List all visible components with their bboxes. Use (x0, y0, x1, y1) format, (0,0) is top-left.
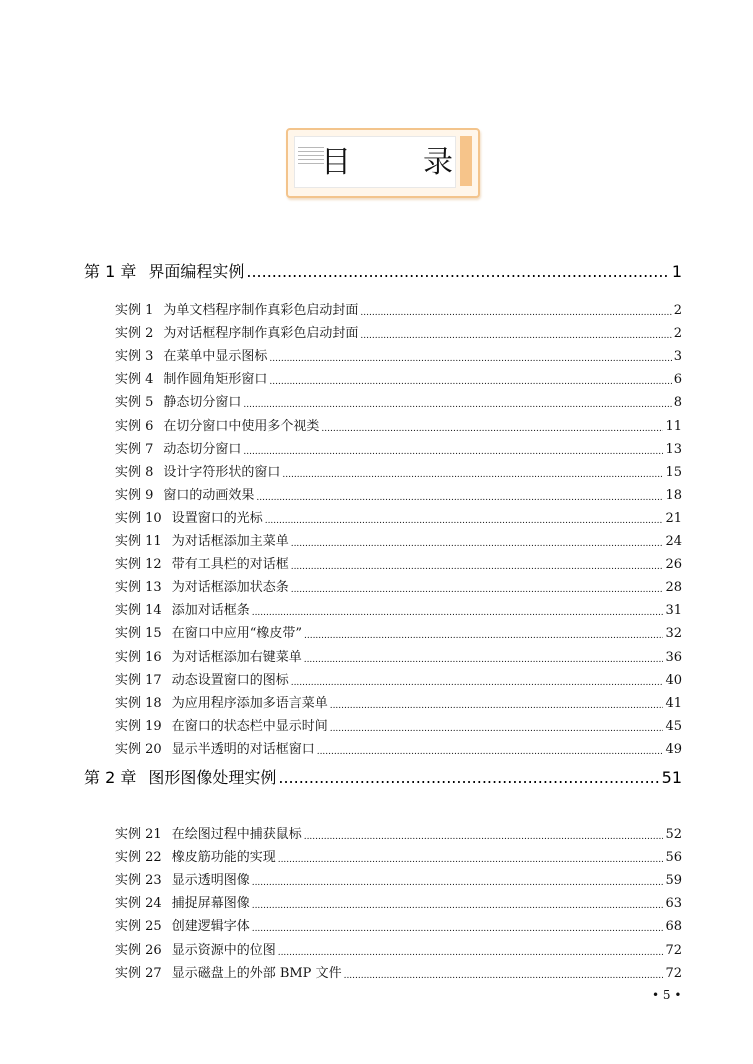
chapter-heading[interactable] (84, 254, 682, 282)
entry-page-number: 2 (673, 303, 682, 318)
dot-leader (330, 722, 664, 736)
chapter-label: 第 2 章 (84, 768, 137, 787)
dot-leader (252, 899, 664, 913)
entry-number: 实例 15 (115, 626, 162, 642)
toc-entry[interactable] (115, 437, 682, 459)
entry-number: 实例 21 (115, 827, 162, 842)
dot-leader (330, 699, 664, 713)
entry-number: 实例 20 (115, 741, 162, 757)
chapter-title: 图形图像处理实例 (148, 768, 277, 787)
entry-number: 实例 11 (115, 534, 162, 549)
entry-page-number: 15 (665, 464, 682, 480)
toc-entry[interactable] (115, 552, 682, 574)
entry-page-number: 32 (665, 626, 682, 642)
entry-number: 实例 5 (115, 395, 154, 411)
entry-title: 制作圆角矩形窗口 (163, 372, 268, 388)
dot-leader (304, 830, 664, 844)
entry-title: 为对话框添加状态条 (171, 580, 289, 596)
entry-number: 实例 13 (115, 580, 162, 596)
dot-leader (282, 468, 663, 482)
toc-entry[interactable] (115, 621, 682, 643)
entry-page-number: 52 (665, 827, 682, 842)
entry-title: 动态设置窗口的图标 (171, 672, 289, 688)
entry-number: 实例 8 (115, 464, 154, 480)
dot-leader (304, 629, 663, 643)
entry-title: 橡皮筋功能的实现 (171, 850, 276, 866)
toc-entry[interactable] (115, 891, 682, 913)
title-badge (286, 128, 480, 198)
entry-title: 动态切分窗口 (163, 441, 242, 457)
entry-title: 捕捉屏幕图像 (171, 896, 250, 912)
entry-page-number: 49 (665, 741, 682, 757)
chapter-page-number: 1 (671, 262, 682, 281)
toc-entry[interactable] (115, 668, 682, 690)
entry-page-number: 2 (673, 326, 682, 342)
entry-title: 为对话框添加主菜单 (171, 534, 289, 549)
dot-leader (252, 922, 664, 936)
toc-entry[interactable] (115, 961, 682, 983)
toc-entry[interactable] (115, 321, 682, 343)
entry-page-number: 8 (673, 395, 682, 411)
dot-leader (278, 946, 664, 960)
entry-page-number: 40 (665, 672, 682, 688)
dot-leader (243, 398, 671, 412)
dot-leader (304, 653, 664, 667)
dot-leader (269, 375, 671, 389)
dot-leader (278, 853, 664, 867)
dot-leader (360, 306, 671, 320)
entry-page-number: 18 (665, 487, 682, 503)
entry-page-number: 6 (673, 372, 682, 388)
page-title-char-2: 录 (423, 145, 453, 180)
dot-leader (317, 745, 664, 759)
entry-title: 为单文档程序制作真彩色启动封面 (163, 303, 359, 318)
entry-number: 实例 23 (115, 873, 162, 889)
entry-number: 实例 24 (115, 896, 162, 912)
entry-page-number: 21 (665, 510, 682, 526)
entry-title: 带有工具栏的对话框 (171, 557, 289, 573)
entry-title: 在菜单中显示图标 (163, 349, 268, 365)
entry-page-number: 45 (665, 718, 682, 734)
entry-title: 添加对话框条 (171, 603, 250, 619)
entry-page-number: 59 (665, 873, 682, 889)
entry-title: 创建逻辑字体 (171, 919, 250, 935)
entry-title: 显示透明图像 (171, 873, 250, 889)
entry-page-number: 26 (665, 557, 682, 573)
dot-leader (252, 606, 664, 620)
entry-page-number: 72 (665, 942, 682, 958)
dot-leader (321, 422, 663, 436)
toc-entry[interactable] (115, 737, 682, 759)
toc-entry[interactable] (115, 298, 682, 320)
entry-number: 实例 9 (115, 487, 154, 503)
entry-title: 显示半透明的对话框窗口 (171, 741, 315, 757)
entry-number: 实例 22 (115, 850, 162, 866)
dot-leader (360, 329, 671, 343)
toc-entry[interactable] (115, 483, 682, 505)
entry-title: 为对话框添加右键菜单 (171, 649, 302, 665)
dot-leader (278, 768, 659, 788)
entry-number: 实例 17 (115, 672, 162, 688)
entry-title: 窗口的动画效果 (163, 487, 255, 503)
toc-entry[interactable] (115, 845, 682, 867)
entry-page-number: 11 (665, 418, 682, 434)
title-badge-inner (294, 136, 456, 188)
toc-entry[interactable] (115, 598, 682, 620)
entry-page-number: 31 (665, 603, 682, 619)
entry-title: 为应用程序添加多语言菜单 (171, 695, 328, 711)
toc-entry[interactable] (115, 575, 682, 597)
page-number: • 5 • (652, 988, 682, 1002)
chapter-heading[interactable] (84, 760, 682, 788)
entry-page-number: 68 (665, 919, 682, 935)
entry-number: 实例 1 (115, 303, 154, 318)
entry-title: 静态切分窗口 (163, 395, 242, 411)
entry-title: 显示资源中的位图 (171, 942, 276, 958)
entry-title: 为对话框程序制作真彩色启动封面 (163, 326, 359, 342)
toc-entry[interactable] (115, 645, 682, 667)
dot-leader (291, 583, 664, 597)
entry-page-number: 41 (665, 695, 682, 711)
entry-page-number: 56 (665, 850, 682, 866)
toc-entry[interactable] (115, 460, 682, 482)
toc-entry[interactable] (115, 868, 682, 890)
entry-number: 实例 14 (115, 603, 162, 619)
dot-leader (252, 876, 664, 890)
entry-page-number: 36 (665, 649, 682, 665)
entry-number: 实例 16 (115, 649, 162, 665)
entry-page-number: 13 (665, 441, 682, 457)
entry-title: 在窗口中应用“橡皮带” (171, 626, 302, 642)
entry-page-number: 24 (665, 534, 682, 549)
toc-entry[interactable] (115, 529, 682, 551)
entry-number: 实例 10 (115, 510, 162, 526)
chapter-page-number: 51 (661, 768, 682, 787)
dot-leader (269, 352, 671, 366)
entry-page-number: 72 (665, 965, 682, 981)
dot-leader (256, 491, 663, 505)
toc-entry[interactable] (115, 938, 682, 960)
entry-number: 实例 25 (115, 919, 162, 935)
entry-title: 显示磁盘上的外部 BMP 文件 (171, 965, 342, 981)
entry-number: 实例 19 (115, 718, 162, 734)
toc-entry[interactable] (115, 390, 682, 412)
entry-page-number: 3 (673, 349, 682, 365)
entry-number: 实例 2 (115, 326, 154, 342)
entry-number: 实例 27 (115, 965, 162, 981)
chapter-label: 第 1 章 (84, 262, 137, 281)
chapter-title: 界面编程实例 (148, 262, 245, 281)
entry-number: 实例 18 (115, 695, 162, 711)
page-title-char-1: 目 (321, 145, 351, 180)
entry-number: 实例 3 (115, 349, 154, 365)
dot-leader (291, 537, 664, 551)
entry-title: 设置窗口的光标 (171, 510, 263, 526)
dot-leader (291, 676, 664, 690)
toc-entry[interactable] (115, 506, 682, 528)
dot-leader (246, 262, 669, 282)
dot-leader (265, 514, 664, 528)
entry-page-number: 28 (665, 580, 682, 596)
entry-number: 实例 26 (115, 942, 162, 958)
dot-leader (243, 445, 663, 459)
toc-entry[interactable] (115, 914, 682, 936)
toc-entry[interactable] (115, 367, 682, 389)
toc-entry[interactable] (115, 414, 682, 436)
entry-title: 在窗口的状态栏中显示时间 (171, 718, 328, 734)
title-accent-bar (460, 136, 472, 186)
entry-number: 实例 6 (115, 418, 154, 434)
entry-page-number: 63 (665, 896, 682, 912)
dot-leader (344, 969, 664, 983)
toc-entry[interactable] (115, 714, 682, 736)
toc-entry[interactable] (115, 344, 682, 366)
toc-entry[interactable] (115, 822, 682, 844)
entry-title: 在绘图过程中捕获鼠标 (171, 827, 302, 842)
entry-title: 设计字符形状的窗口 (163, 464, 281, 480)
entry-number: 实例 4 (115, 372, 154, 388)
entry-number: 实例 7 (115, 441, 154, 457)
toc-entry[interactable] (115, 691, 682, 713)
entry-title: 在切分窗口中使用多个视类 (163, 418, 320, 434)
dot-leader (291, 560, 664, 574)
entry-number: 实例 12 (115, 557, 162, 573)
